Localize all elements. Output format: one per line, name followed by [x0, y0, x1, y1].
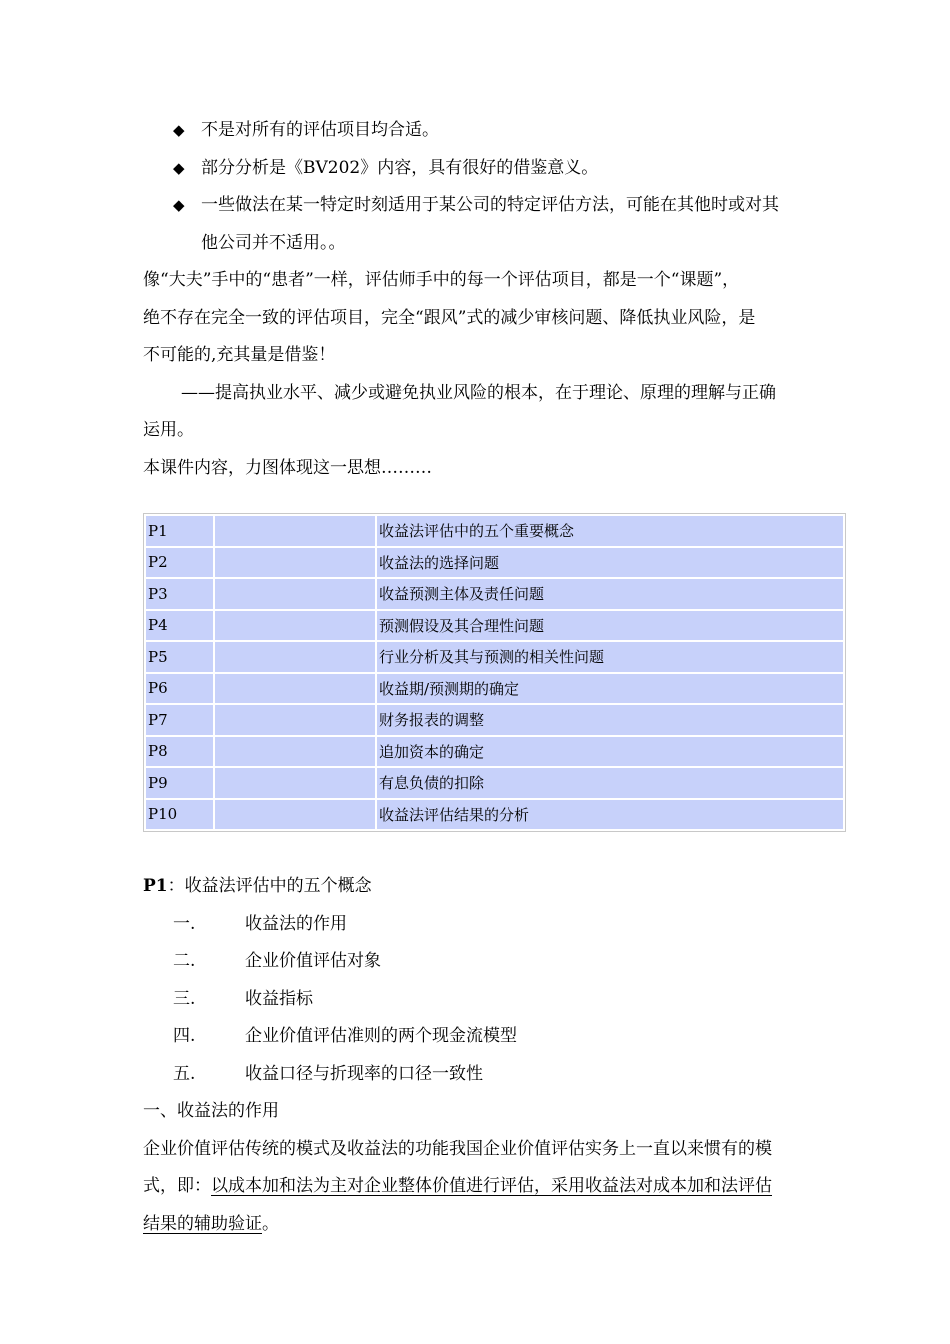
toc-code: P5	[146, 642, 213, 672]
toc-title: 有息负债的扣除	[377, 768, 843, 798]
body-line	[143, 1206, 859, 1244]
list-number: 二.	[173, 951, 196, 971]
table-row	[146, 611, 843, 641]
list-number: 四.	[173, 1026, 196, 1046]
table-row	[146, 737, 843, 767]
section-title: ：收益法评估中的五个概念	[167, 876, 372, 896]
bullet-text: 一些做法在某一特定时刻适用于某公司的特定评估方法，可能在其他时或对其	[201, 195, 779, 215]
toc-title: 收益法的选择问题	[377, 548, 843, 578]
body-text: 。	[262, 1213, 279, 1234]
table-row	[146, 516, 843, 546]
paragraph-line: 像“大夫”手中的“患者”一样，评估师手中的每一个评估项目，都是一个“课题”，	[143, 270, 740, 290]
toc-title: 追加资本的确定	[377, 737, 843, 767]
underlined-text: 结果的辅助验证	[143, 1213, 262, 1234]
table-row	[146, 705, 843, 735]
bullet-item	[143, 112, 859, 150]
list-item	[143, 1056, 859, 1094]
intro-block	[143, 112, 859, 487]
toc-empty-cell	[215, 611, 375, 641]
toc-code: P6	[146, 674, 213, 704]
list-item	[143, 906, 859, 944]
list-item	[143, 1018, 859, 1056]
list-number: 三.	[173, 988, 196, 1009]
toc-code: P3	[146, 579, 213, 609]
toc-title: 收益预测主体及责任问题	[377, 579, 843, 609]
toc-empty-cell	[215, 705, 375, 735]
table-row	[146, 768, 843, 798]
list-text: 收益口径与折现率的口径一致性	[245, 1063, 483, 1084]
section-p1	[143, 868, 859, 1243]
list-text: 收益法的作用	[245, 913, 347, 934]
toc-empty-cell	[215, 516, 375, 546]
section-code: P1	[143, 876, 168, 896]
bullet-item	[143, 150, 859, 188]
toc-title: 财务报表的调整	[377, 705, 843, 735]
table-row	[146, 674, 843, 704]
toc-empty-cell	[215, 737, 375, 767]
toc-empty-cell	[215, 548, 375, 578]
list-text: 收益指标	[245, 988, 313, 1009]
toc-code: P1	[146, 516, 213, 546]
toc-empty-cell	[215, 800, 375, 830]
paragraph-line: ——提高执业水平、减少或避免执业风险的根本，在于理论、原理的理解与正确	[181, 382, 776, 403]
sub-heading: 一、收益法的作用	[143, 1101, 279, 1121]
contents-table	[143, 513, 846, 832]
table-row	[146, 548, 843, 578]
toc-empty-cell	[215, 674, 375, 704]
list-item	[143, 981, 859, 1019]
body-text: 式，即：	[143, 1176, 211, 1196]
toc-code: P2	[146, 548, 213, 578]
bullet-text: 不是对所有的评估项目均合适。	[201, 120, 439, 140]
diamond-bullet-icon: ◆	[173, 196, 185, 214]
list-number: 一.	[173, 913, 196, 934]
list-text: 企业价值评估准则的两个现金流模型	[245, 1026, 517, 1046]
diamond-bullet-icon: ◆	[173, 158, 185, 177]
list-number: 五.	[173, 1063, 196, 1084]
toc-title: 收益期/预测期的确定	[377, 674, 843, 704]
bullet-item	[143, 187, 859, 225]
toc-code: P10	[146, 800, 213, 830]
bullet-continuation: 他公司并不适用。。	[201, 232, 346, 253]
body-line	[143, 1168, 859, 1206]
toc-title: 行业分析及其与预测的相关性问题	[377, 642, 843, 672]
toc-code: P9	[146, 768, 213, 798]
toc-code: P7	[146, 705, 213, 735]
diamond-bullet-icon: ◆	[173, 121, 185, 139]
section-heading	[143, 868, 859, 906]
underlined-text: 以成本加和法为主对企业整体价值进行评估，采用收益法对成本加和法评估	[211, 1176, 772, 1196]
toc-empty-cell	[215, 642, 375, 672]
table-row	[146, 642, 843, 672]
toc-title: 收益法评估中的五个重要概念	[377, 516, 843, 546]
toc-title: 收益法评估结果的分析	[377, 800, 843, 830]
toc-empty-cell	[215, 768, 375, 798]
list-item	[143, 943, 859, 981]
paragraph-line: 本课件内容，力图体现这一思想………	[143, 457, 432, 478]
toc-empty-cell	[215, 579, 375, 609]
table-row	[146, 800, 843, 830]
bullet-text: 部分分析是《BV202》内容，具有很好的借鉴意义。	[201, 157, 599, 178]
list-text: 企业价值评估对象	[245, 951, 381, 971]
paragraph-line: 绝不存在完全一致的评估项目，完全“跟风”式的减少审核问题、降低执业风险，是	[143, 307, 756, 328]
toc-code: P4	[146, 611, 213, 641]
body-line: 企业价值评估传统的模式及收益法的功能我国企业价值评估实务上一直以来惯有的模	[143, 1138, 772, 1159]
toc-title: 预测假设及其合理性问题	[377, 611, 843, 641]
paragraph-line: 不可能的,充其量是借鉴！	[143, 345, 336, 365]
toc-code: P8	[146, 737, 213, 767]
paragraph-line: 运用。	[143, 420, 194, 440]
table-row	[146, 579, 843, 609]
